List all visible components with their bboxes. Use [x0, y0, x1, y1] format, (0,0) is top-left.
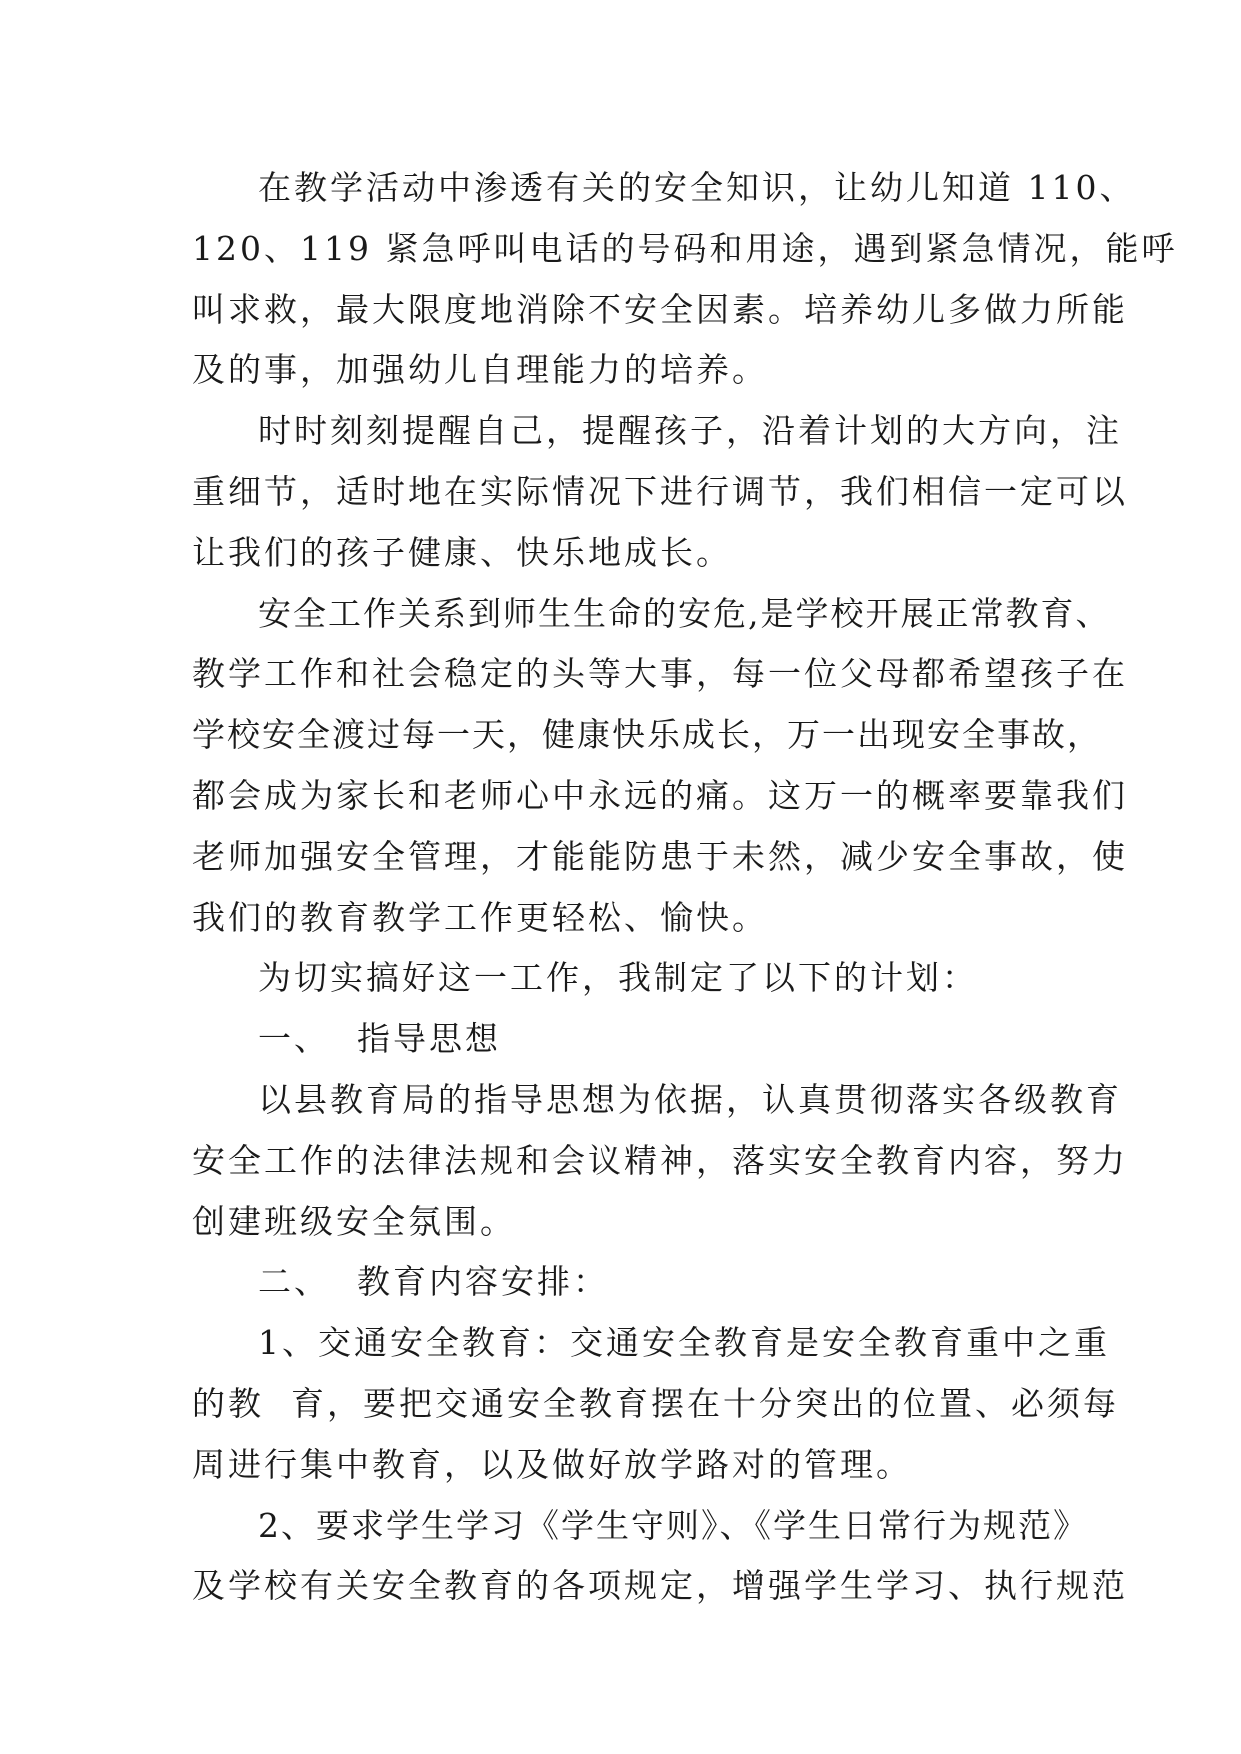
paragraph-line: 及学校有关安全教育的各项规定，增强学生学习、执行规范 — [192, 1566, 1128, 1606]
paragraph-line: 1、交通安全教育：交通安全教育是安全教育重中之重 — [258, 1323, 1110, 1363]
paragraph-line: 120、119 紧急呼叫电话的号码和用途，遇到紧急情况，能呼 — [192, 228, 1178, 268]
paragraph-line: 为切实搞好这一工作，我制定了以下的计划： — [258, 958, 978, 998]
paragraph-line: 重细节，适时地在实际情况下进行调节，我们相信一定可以 — [192, 471, 1128, 511]
paragraph-line: 让我们的孩子健康、快乐地成长。 — [192, 532, 732, 572]
paragraph-line: 2、要求学生学习《学生守则》、《学生日常行为规范》 — [258, 1505, 1088, 1545]
paragraph-line: 我们的教育教学工作更轻松、愉快。 — [192, 897, 768, 937]
paragraph-line: 叫求救，最大限度地消除不安全因素。培养幼儿多做力所能 — [192, 289, 1128, 329]
paragraph-line: 都会成为家长和老师心中永远的痛。这万一的概率要靠我们 — [192, 775, 1128, 815]
section-heading: 二、 教育内容安排： — [258, 1262, 609, 1302]
paragraph-line: 时时刻刻提醒自己，提醒孩子，沿着计划的大方向，注 — [258, 411, 1122, 451]
paragraph-line: 周进行集中教育，以及做好放学路对的管理。 — [192, 1444, 912, 1484]
paragraph-line: 的教 育，要把交通安全教育摆在十分突出的位置、必须每 — [192, 1383, 1119, 1423]
paragraph-line: 安全工作关系到师生生命的安危,是学校开展正常教育、 — [258, 593, 1111, 633]
paragraph-line: 创建班级安全氛围。 — [192, 1201, 516, 1241]
document-body — [192, 158, 1178, 1617]
paragraph-line: 学校安全渡过每一天，健康快乐成长，万一出现安全事故， — [192, 715, 1102, 755]
paragraph-line: 在教学活动中渗透有关的安全知识，让幼儿知道 110、 — [258, 168, 1136, 207]
paragraph-line: 教学工作和社会稳定的头等大事，每一位父母都希望孩子在 — [192, 654, 1128, 694]
paragraph-line: 安全工作的法律法规和会议精神，落实安全教育内容，努力 — [192, 1140, 1128, 1180]
section-heading: 一、 指导思想 — [258, 1019, 501, 1059]
paragraph-line: 以县教育局的指导思想为依据，认真贯彻落实各级教育 — [258, 1079, 1122, 1119]
paragraph-line: 老师加强安全管理，才能能防患于未然，减少安全事故，使 — [192, 836, 1128, 876]
paragraph-line: 及的事，加强幼儿自理能力的培养。 — [192, 350, 768, 390]
